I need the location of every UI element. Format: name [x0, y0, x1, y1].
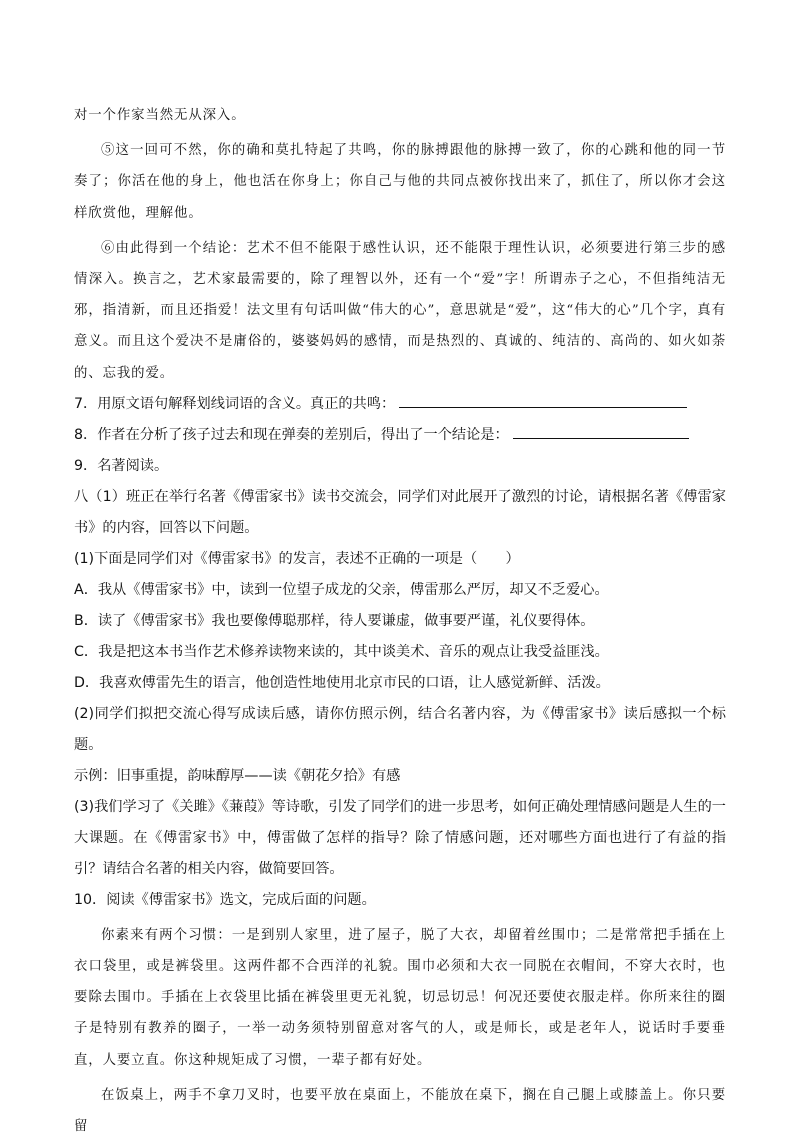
- question-9-title: 9．名著阅读。: [74, 457, 169, 474]
- passage-paragraph-6: ⑥由此得到一个结论：艺术不但不能限于感性认识，还不能限于理性认识，必须要进行第三步的感情深入。换言之，艺术家最需要的，除了理智以外，还有一个“爱”字！所谓赤子之心，不但指纯洁无邪，指清新，而且还指爱！法文里有句话叫做“伟大的心”，意思就是“爱”，这“伟大的心”几个字，真有意义。而且这个爱决不是庸俗的，婆婆妈妈的感情，而是热烈的、真诚的、纯洁的、高尚的、如火如荼的、忘我的爱。: [74, 240, 726, 381]
- question-7: [74, 389, 726, 420]
- question-7-answer-blank[interactable]: [399, 393, 687, 408]
- question-9-sub-2: (2)同学们拟把交流心得写成读后感，请你仿照示例，结合名著内容，为《傅雷家书》读后感拟一个标题。: [74, 705, 726, 753]
- question-9-sub-1: (1)下面是同学们对《傅雷家书》的发言，表述不正确的一项是（ ）: [74, 550, 520, 567]
- option-d: D．我喜欢傅雷先生的语言，他创造性地使用北京市民的口语，让人感觉新鲜、活泼。: [74, 674, 610, 691]
- question-9-intro: 八（1）班正在举行名著《傅雷家书》读书交流会，同学们对此展开了激烈的讨论，请根据名著《傅雷家书》的内容，回答以下问题。: [74, 488, 726, 536]
- option-a: A．我从《傅雷家书》中，读到一位望子成龙的父亲，傅雷那么严厉，却又不乏爱心。: [74, 581, 609, 598]
- question-10-title: 10．阅读《傅雷家书》选文，完成后面的问题。: [74, 891, 376, 908]
- option-c: C．我是把这本书当作艺术修养读物来读的，其中谈美术、音乐的观点让我受益匪浅。: [74, 643, 609, 660]
- question-9-example: 示例：旧事重提，韵味醇厚——读《朝花夕拾》有感: [74, 767, 401, 784]
- passage-paragraph-continued: 对一个作家当然无从深入。: [74, 108, 246, 123]
- question-8: [74, 420, 726, 451]
- document-page: [74, 100, 726, 1142]
- passage-paragraph-5: ⑤这一回可不然，你的确和莫扎特起了共鸣，你的脉搏跟他的脉搏一致了，你的心跳和他的同一节奏了；你活在他的身上，他也活在你身上；你自己与他的共同点被你找出来了，抓住了，所以你才会这样欣赏他，理解他。: [74, 143, 726, 221]
- question-8-answer-blank[interactable]: [513, 424, 689, 439]
- question-8-text: 8．作者在分析了孩子过去和现在弹奏的差别后，得出了一个结论是：: [74, 426, 509, 443]
- question-7-text: 7．用原文语句解释划线词语的含义。真正的共鸣：: [74, 395, 396, 412]
- option-b: B．读了《傅雷家书》我也要像傅聪那样，待人要谦虚，做事要严谨，礼仪要得体。: [74, 612, 595, 629]
- excerpt-paragraph-1: 你素来有两个习惯：一是到别人家里，进了屋子，脱了大衣，却留着丝围巾；二是常常把手插在上衣口袋里，或是裤袋里。这两件都不合西洋的礼貌。围巾必须和大衣一同脱在衣帽间，不穿大衣时，也要除去围巾。手插在上衣袋里比插在裤袋里更无礼貌，切忌切忌！何况还要使衣服走样。你所来往的圈子是特别有教养的圈子，一举一动务须特别留意对客气的人，或是师长，或是老年人，说话时手要垂直，人要立直。你这种规矩成了习惯，一辈子都有好处。: [74, 927, 726, 1068]
- excerpt-paragraph-2: 在饭桌上，两手不拿刀叉时，也要平放在桌面上，不能放在桌下，搁在自己腿上或膝盖上。你只要留: [74, 1087, 726, 1135]
- question-9-sub-3: (3)我们学习了《关雎》《蒹葭》等诗歌，引发了同学们的进一步思考，如何正确处理情感问题是人生的一大课题。在《傅雷家书》中，傅雷做了怎样的指导？除了情感问题，还对哪些方面也进行了有益的指引？请结合名著的相关内容，做简要回答。: [74, 798, 726, 877]
